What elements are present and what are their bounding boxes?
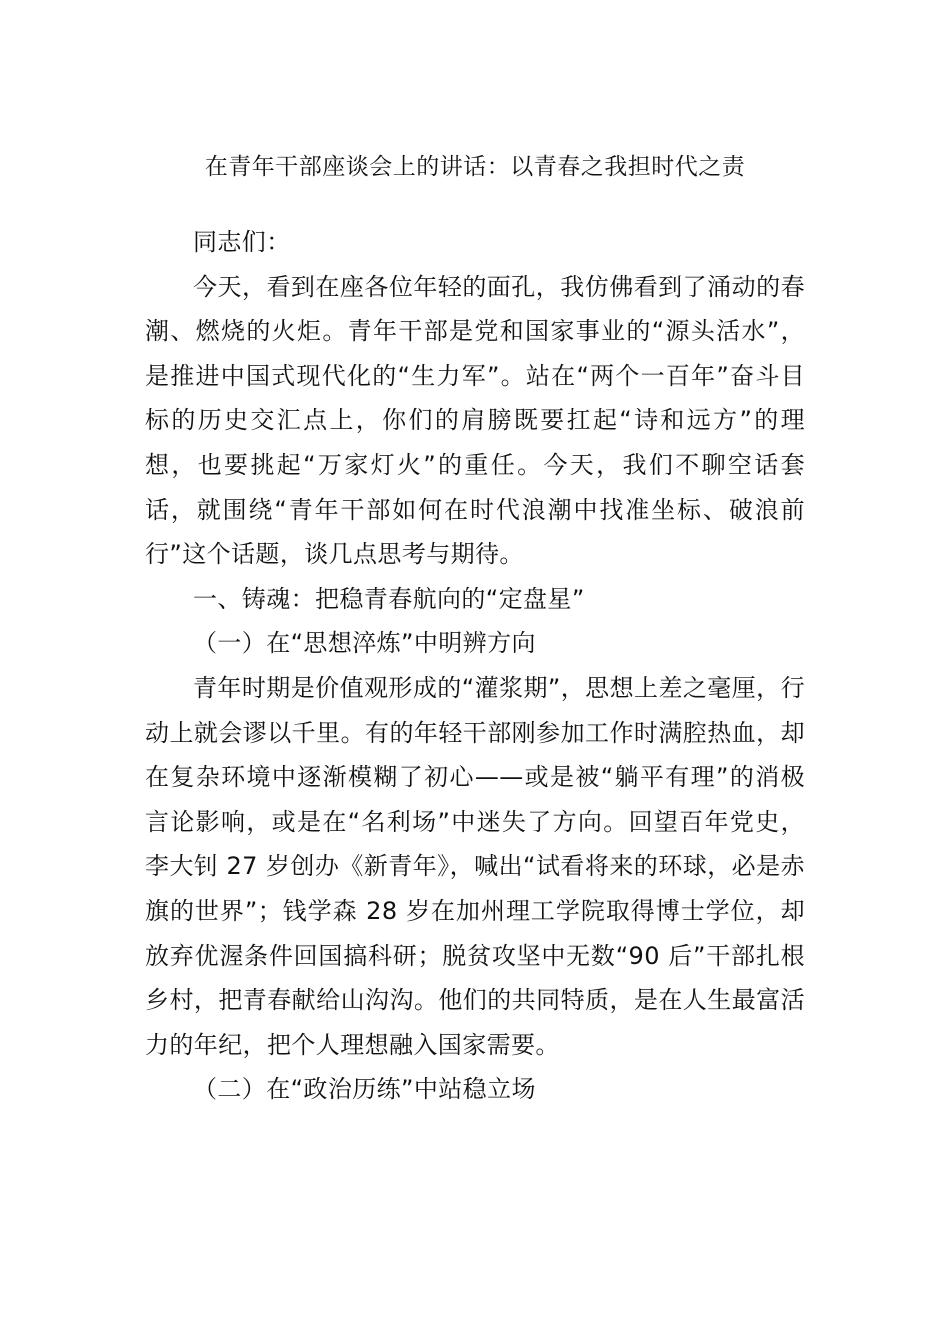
subsection-1-paragraph: 青年时期是价值观形成的“灌浆期”，思想上差之毫厘，行动上就会谬以千里。有的年轻干部刚参加工作时满腔热血，却在复杂环境中逐渐模糊了初心——或是被“躺平有理”的消极言论影响，或是在“名利场”中迷失了方向。回望百年党史，李大钊 27 岁创办《新青年》，喊出“试看将来的环球，必是赤旗的世界”；钱学森 28 岁在加州理工学院取得博士学位，却放弃优渥条件回国搞科研；脱贫攻坚中无数“90 后”干部扎根乡村，把青春献给山沟沟。他们的共同特质，是在人生最富活力的年纪，把个人理想融入国家需要。	[145, 673, 805, 1059]
section-1-heading: 一、铸魂：把稳青春航向的“定盘星”	[193, 584, 585, 613]
document-title: 在青年干部座谈会上的讲话：以青春之我担时代之责	[204, 154, 746, 180]
salutation: 同志们：	[193, 228, 291, 256]
subsection-2-heading: （二）在“政治历练”中站稳立场	[193, 1075, 536, 1104]
document-body	[145, 220, 805, 1112]
intro-paragraph: 今天，看到在座各位年轻的面孔，我仿佛看到了涌动的春潮、燃烧的火炬。青年干部是党和国家事业的“源头活水”，是推进中国式现代化的“生力军”。站在“两个一百年”奋斗目标的历史交汇点上，你们的肩膀既要扛起“诗和远方”的理想，也要挑起“万家灯火”的重任。今天，我们不聊空话套话，就围绕“青年干部如何在时代浪潮中找准坐标、破浪前行”这个话题，谈几点思考与期待。	[145, 272, 805, 569]
subsection-1-heading: （一）在“思想淬炼”中明辨方向	[193, 629, 536, 658]
